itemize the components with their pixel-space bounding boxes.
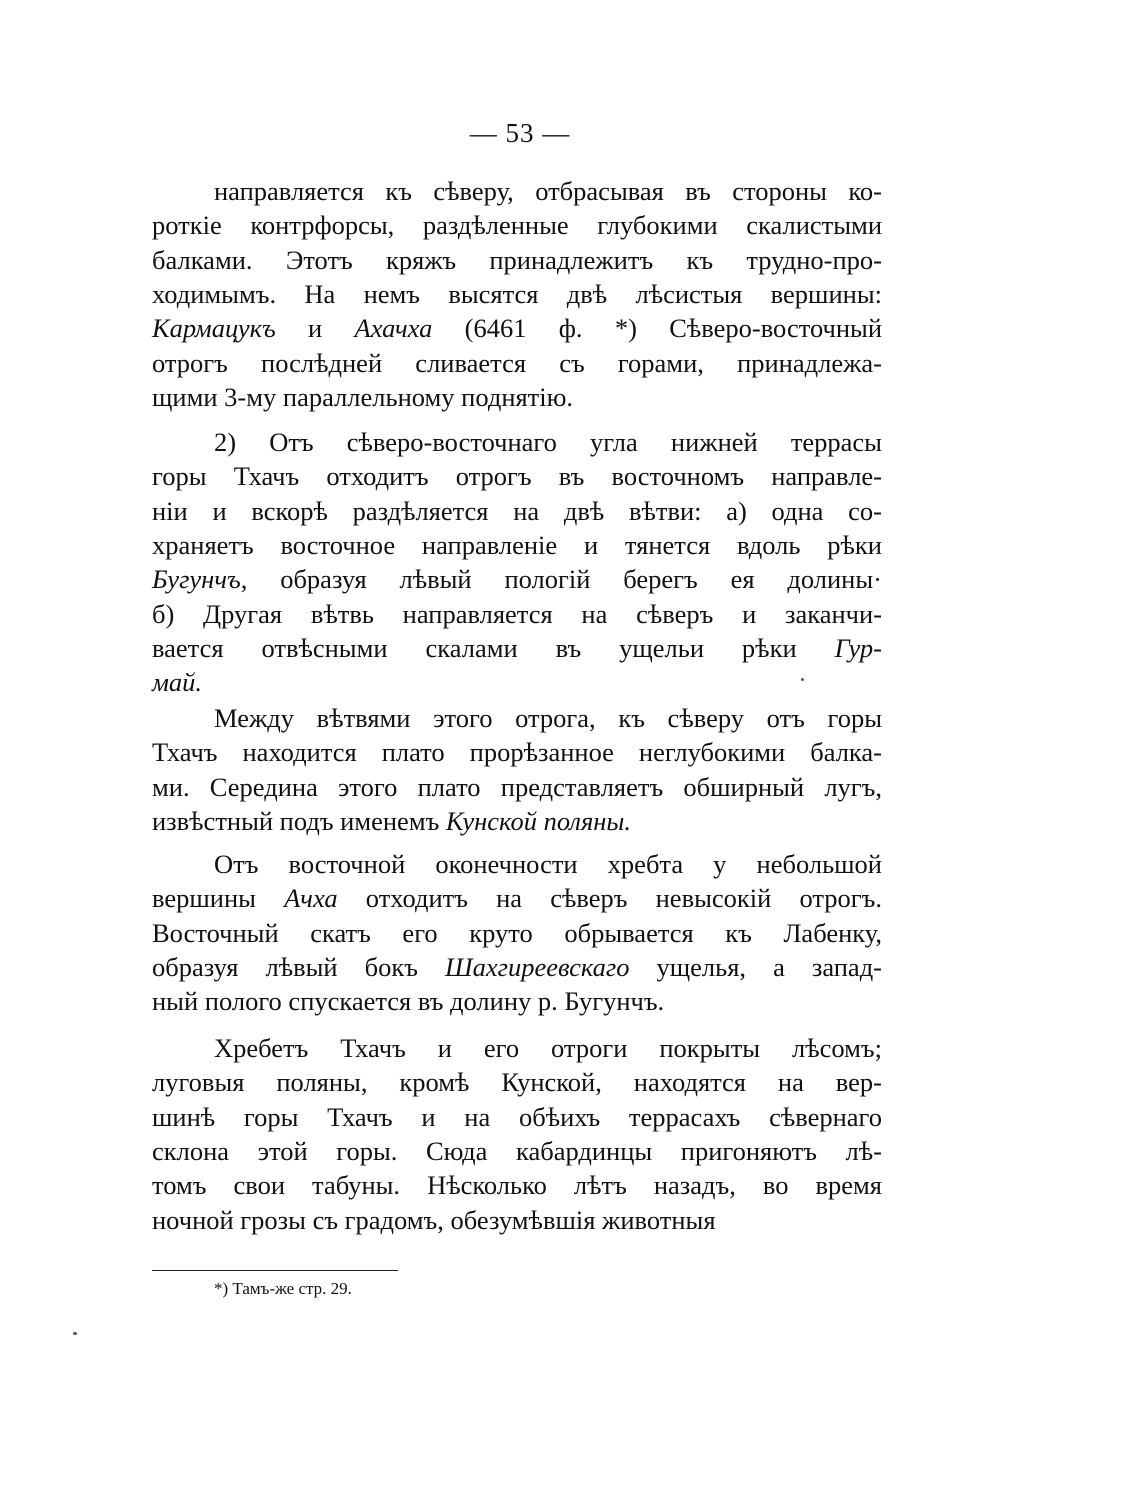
text-line xyxy=(152,915,882,951)
italic-term: Бугунчъ, xyxy=(152,564,248,595)
text-segment: ущелья, а запад- xyxy=(629,951,882,982)
text-line xyxy=(152,664,882,700)
text-segment: томъ свои табуны. Нѣсколько лѣтъ назадъ, во время xyxy=(152,1170,882,1201)
text-segment: ми. Середина этого плато представляетъ обширный лугъ, xyxy=(152,771,882,802)
text-line xyxy=(214,1030,882,1066)
text-line xyxy=(152,527,882,563)
text-segment: ночной грозы съ градомъ, обезумѣвшія животныя xyxy=(152,1204,716,1235)
text-line xyxy=(152,803,882,839)
text-line xyxy=(214,173,882,209)
text-line xyxy=(152,1064,882,1100)
text-segment: шинѣ горы Тхачъ и на обѣихъ террасахъ сѣвернаго xyxy=(152,1101,882,1132)
print-speck xyxy=(73,1332,77,1335)
text-segment: балками. Этотъ кряжъ принадлежитъ къ трудно-про- xyxy=(152,244,882,275)
text-line xyxy=(152,561,882,597)
text-line xyxy=(152,596,882,632)
text-line xyxy=(152,630,882,666)
text-segment: и xyxy=(275,313,355,344)
text-segment: направляется къ сѣверу, отбрасывая въ стороны ко- xyxy=(214,176,882,206)
text-segment: (6461 ф. *) Сѣверо-восточный xyxy=(432,313,882,344)
italic-term: Гур- xyxy=(834,632,882,663)
text-line xyxy=(152,458,882,494)
text-line xyxy=(152,242,882,278)
text-line xyxy=(152,1167,882,1203)
italic-term: Кармацукъ xyxy=(152,313,276,344)
text-segment: вается отвѣсными скалами въ ущельи рѣки xyxy=(152,632,835,663)
text-line xyxy=(152,310,882,346)
text-segment: склона этой горы. Сюда кабардинцы пригоняютъ лѣ- xyxy=(152,1135,882,1166)
italic-term: Ачха xyxy=(284,883,338,914)
text-line xyxy=(152,1133,882,1169)
page-number: — 53 — xyxy=(469,118,571,148)
text-line xyxy=(152,379,882,415)
italic-term: май. xyxy=(152,667,203,698)
italic-term: Кунской поляны. xyxy=(445,805,631,836)
footnote-rule xyxy=(152,1270,398,1271)
italic-term: Шахгиреевскаго xyxy=(444,951,630,982)
text-line xyxy=(152,949,882,985)
text-line xyxy=(152,769,882,805)
print-speck xyxy=(801,678,804,681)
text-segment: Тхачъ находится плато прорѣзанное неглубокими балка- xyxy=(152,737,882,768)
text-line xyxy=(152,983,882,1019)
text-segment: 2) Отъ сѣверо-восточнаго угла нижней террасы xyxy=(214,427,882,457)
text-line xyxy=(152,276,882,312)
text-segment: Восточный скатъ его круто обрывается къ Лабенку, xyxy=(152,917,882,948)
italic-term: Ахачха xyxy=(354,313,433,344)
text-segment: отходитъ на сѣверъ невысокій отрогъ. xyxy=(337,883,882,914)
text-segment: луговыя поляны, кромѣ Кунской, находятся на вер- xyxy=(152,1067,882,1098)
footnote: *) Тамъ-же стр. 29. xyxy=(214,1279,352,1298)
text-segment: Хребетъ Тхачъ и его отроги покрыты лѣсомъ; xyxy=(214,1033,882,1063)
text-segment: ный полого спускается въ долину р. Бугунчъ. xyxy=(152,986,665,1017)
text-line xyxy=(152,1099,882,1135)
text-segment: ніи и вскорѣ раздѣляется на двѣ вѣтви: а) одна со- xyxy=(152,495,882,526)
text-segment: храняетъ восточное направленіе и тянется вдоль рѣки xyxy=(152,529,882,560)
text-line xyxy=(152,345,882,381)
text-segment: Между вѣтвями этого отрога, къ сѣверу отъ горы xyxy=(214,703,882,733)
text-line xyxy=(214,846,882,882)
text-line xyxy=(152,880,882,916)
text-segment: извѣстный подъ именемъ xyxy=(152,805,446,836)
text-line xyxy=(152,1202,882,1238)
text-segment: б) Другая вѣтвь направляется на сѣверъ и заканчи- xyxy=(152,598,882,629)
text-line xyxy=(152,207,882,243)
text-segment: горы Тхачъ отходитъ отрогъ въ восточномъ направле- xyxy=(152,461,882,492)
text-segment: щими 3-му параллельному поднятію. xyxy=(152,381,574,412)
text-segment: Отъ восточной оконечности хребта у небольшой xyxy=(214,849,882,879)
text-segment: образуя лѣвый пологій берегъ ея долины· xyxy=(247,564,882,595)
text-segment: образуя лѣвый бокъ xyxy=(152,951,445,982)
text-line xyxy=(152,493,882,529)
text-line xyxy=(152,734,882,770)
text-line xyxy=(214,424,882,460)
text-line xyxy=(214,700,882,736)
text-segment: отрогъ послѣдней сливается съ горами, принадлежа- xyxy=(152,347,882,378)
text-segment: роткіе контрфорсы, раздѣленные глубокими скалистыми xyxy=(152,210,882,241)
text-segment: ходимымъ. На немъ высятся двѣ лѣсистыя вершины: xyxy=(152,278,882,309)
text-segment: вершины xyxy=(152,883,285,914)
